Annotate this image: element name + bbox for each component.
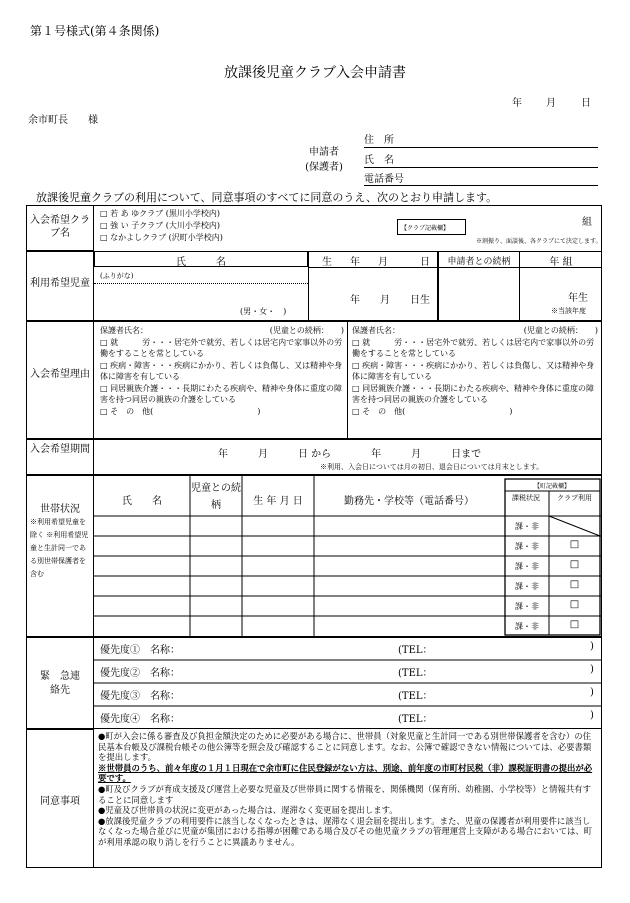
- address-label: 住 所: [364, 135, 394, 146]
- date-day: 日: [581, 98, 591, 109]
- reason-item-illness[interactable]: □ 疾病・障害・・・疾病にかかり、若しくは負傷し、又は精神や身体に障害を有している: [100, 360, 343, 381]
- grade-note: ※当該年度: [551, 307, 586, 315]
- hh-tax-2[interactable]: 課・非: [515, 542, 539, 551]
- emergency-close-1: ): [590, 641, 594, 652]
- household-note: ※利用希望児童を除く ※利用希望児童と生計同一である別世帯保護者を含む: [30, 518, 89, 578]
- intro-text: 放課後児童クラブの利用について、同意事項のすべてに同意のうえ、次のとおり申請します。: [36, 191, 498, 204]
- group-label: 組: [582, 217, 592, 228]
- child-col-name: 氏 名: [176, 257, 226, 268]
- consent-paragraph-4: ●放課後児童クラブの利用要件に該当しなくなったときは、遅滞なく退会届を提出します。また、児童の保護者が利用要件に該当しなくなった場合並びに児童が集団における指導が困難である場合及びその他児童クラブの管理運営上支障がある場合においては、町が利用承認の取り消しを行うことに異議ありません。: [98, 815, 593, 847]
- grade-value: 年生: [568, 293, 588, 304]
- club-option-1[interactable]: □ 若 あ ゆクラブ (黒川小学校内): [100, 209, 220, 218]
- hh-club-check-6[interactable]: □: [569, 619, 580, 630]
- hh-col-birth: 生 年 月 日: [253, 496, 303, 507]
- sex-options[interactable]: (男・女・ ): [240, 307, 287, 316]
- addressee: 余市町長 様: [28, 115, 98, 126]
- club-option-2[interactable]: □ 強 い 子クラブ (大川小学校内): [100, 221, 220, 230]
- club-decision-label: 【クラブ記載欄】: [401, 225, 450, 232]
- period-label: 入会希望期間: [30, 444, 90, 455]
- emergency-tel-1[interactable]: (TEL：: [398, 645, 433, 656]
- page-title: 放課後児童クラブ入会申請書: [224, 65, 406, 81]
- hh-tax-3[interactable]: 課・非: [515, 562, 539, 571]
- club-option-3[interactable]: □ なかよしクラブ (沢町小学校内): [100, 233, 223, 242]
- reason-item-illness-2[interactable]: □ 疾病・障害・・・疾病にかかり、若しくは負傷し、又は精神や身体に障害を有している: [352, 360, 595, 381]
- child-label: 利用希望児童: [30, 278, 90, 289]
- hh-club-check-5[interactable]: □: [569, 599, 580, 610]
- hh-col-club: クラブ利用: [557, 494, 592, 502]
- guardian-relation-label: (児童との続柄： ): [269, 326, 344, 335]
- reason-item-work-2[interactable]: □ 就 労・・・居宅外で就労、若しくは居宅内で家事以外の労働をすることを常としている: [352, 337, 595, 358]
- guardian-name-label: 保護者氏名：: [100, 326, 148, 335]
- hh-col-tax: 課税状況: [512, 494, 540, 502]
- birth-col-4: 日: [420, 257, 430, 268]
- emergency-close-4: ): [590, 710, 594, 721]
- date-year: 年: [512, 98, 522, 109]
- consent-text: [98, 731, 598, 848]
- emergency-row-2: 優先度② 名称：: [100, 668, 180, 679]
- emergency-tel-2[interactable]: (TEL：: [398, 668, 433, 679]
- consent-paragraph-2: ●町及びクラブが育成支援及び運営上必要な児童及び世帯員に関する情報を、関係機関（保育所、幼稚園、小学校等）と情報共有することに同意します: [98, 783, 592, 805]
- hh-club-check-4[interactable]: □: [569, 579, 580, 590]
- hh-col-name: 氏 名: [122, 496, 162, 507]
- applicant-label: 申請者 (保護者): [305, 147, 343, 173]
- period-note: ※利用、入会日については月の初日、退会日については月末とします。: [320, 463, 544, 471]
- guardian-name-label-2: 保護者氏名：: [352, 326, 400, 335]
- club-label: 入会希望クラブ名: [30, 215, 90, 239]
- consent-paragraph-1: ●町が入会に係る審査及び負担金額決定のために必要がある場合に、世帯員（対象児童と生計同一である別世帯保護者を含む）の住民基本台帳及び課税台帳その他公簿等を照会及び確認することに同意します。なお、公簿で確認できない情報については、必要書類を提出します。: [98, 731, 592, 763]
- consent-paragraph-1-underline: ※世帯員のうち、前々年度の１月１日現在で余市町に住民登録がない方は、別途、前年度の市町村民税（非）課税証明書の提出が必要です。: [98, 762, 593, 784]
- child-col-grade: 年 組: [549, 257, 573, 268]
- household-label: 世帯状況: [40, 504, 80, 515]
- period-text: 年 月 日 から 年 月 日まで: [218, 449, 482, 460]
- emergency-label: 緊 急連絡先: [40, 671, 80, 696]
- hh-club-check-2[interactable]: □: [569, 539, 580, 550]
- emergency-tel-3[interactable]: (TEL：: [398, 691, 433, 702]
- reason-item-work[interactable]: □ 就 労・・・居宅外で就労、若しくは居宅内で家事以外の労働をすることを常としている: [100, 337, 343, 358]
- reason-item-other[interactable]: □ そ の 他( ): [100, 406, 261, 416]
- birth-value: 年 月 日生: [350, 295, 430, 306]
- emergency-close-2: ): [590, 664, 594, 675]
- reason-item-other-2[interactable]: □ そ の 他( ): [352, 406, 513, 416]
- emergency-close-3: ): [590, 687, 594, 698]
- hh-tax-1[interactable]: 課・非: [515, 522, 539, 531]
- hh-tax-4[interactable]: 課・非: [515, 582, 539, 591]
- name-label: 氏 名: [364, 155, 394, 166]
- reason-label: 入会希望理由: [30, 369, 90, 380]
- reason-item-care[interactable]: □ 同居親族介護・・・長期にわたる疾病や、精神や身体に重度の障害を持つ同居の親族の介護をしている: [100, 383, 342, 404]
- emergency-tel-4[interactable]: (TEL：: [398, 714, 433, 725]
- birth-col-2: 年: [350, 257, 360, 268]
- phone-label: 電話番号: [364, 174, 404, 185]
- town-label: 【町記載欄】: [533, 483, 570, 490]
- reason-item-care-2[interactable]: □ 同居親族介護・・・長期にわたる疾病や、精神や身体に重度の障害を持つ同居の親族の介護をしている: [352, 383, 594, 404]
- guardian-relation-label-2: (児童との続柄： ): [523, 326, 598, 335]
- emergency-row-1: 優先度① 名称：: [100, 645, 180, 656]
- consent-paragraph-3: ●児童及び世帯員の状況に変更があった場合は、遅滞なく変更届を提出します。: [98, 805, 398, 816]
- birth-col-1: 生: [322, 257, 332, 268]
- consent-label: 同意事項: [40, 796, 80, 807]
- hh-col-work: 勤務先・学校等（電話番号）: [344, 496, 474, 507]
- birth-col-3: 月: [378, 257, 388, 268]
- hh-col-relation: 児童との続 柄: [191, 483, 251, 511]
- emergency-row-3: 優先度③ 名称：: [100, 691, 180, 702]
- form-number: 第１号様式(第４条関係): [30, 24, 160, 38]
- date-month: 月: [546, 98, 556, 109]
- hh-tax-5[interactable]: 課・非: [515, 602, 539, 611]
- furigana-label: (ふりがな): [100, 272, 134, 280]
- hh-tax-6[interactable]: 課・非: [515, 622, 539, 631]
- child-col-relation: 申請者との続柄: [447, 257, 511, 267]
- group-note: ※割振り、面談後、各クラブにて決定します。: [476, 238, 602, 245]
- emergency-row-4: 優先度④ 名称：: [100, 714, 180, 725]
- hh-club-check-3[interactable]: □: [569, 559, 580, 570]
